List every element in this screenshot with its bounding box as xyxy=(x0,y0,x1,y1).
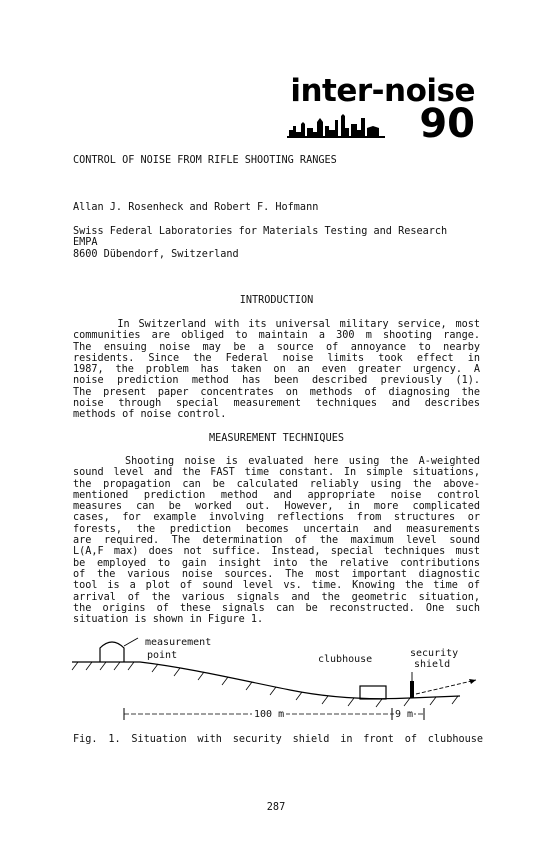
text-line: In Switzerland with its universal military service, most xyxy=(73,319,480,330)
measurement-paragraph xyxy=(73,456,480,625)
intro-paragraph xyxy=(73,319,480,421)
label-point: point xyxy=(147,650,178,661)
text-line: noise prediction method has been described previously (1). xyxy=(73,375,480,387)
text-line: sound level and the FAST time constant. In simple situations, xyxy=(73,467,480,479)
label-security: security xyxy=(410,648,459,659)
text-line: mentioned prediction method and appropriate noise control xyxy=(73,489,480,501)
dimension-9m: 9 m xyxy=(395,709,414,720)
text-line: tool is a plot of sound level vs. time. Knowing the time of xyxy=(73,580,480,592)
affiliation xyxy=(73,226,447,260)
conference-logo xyxy=(285,73,475,147)
text-line: situation is shown in Figure 1. xyxy=(73,614,264,626)
text-line: the propagation can be calculated reliably using the above- xyxy=(73,478,480,490)
affiliation-line: 8600 Dübendorf, Switzerland xyxy=(73,248,239,260)
text-line: communities are obliged to maintain a 300 m shooting range. xyxy=(73,330,480,342)
text-line: noise through special measurement techniques and describes xyxy=(73,398,480,410)
text-line: The ensuing noise may be a source of annoyance to nearby xyxy=(73,341,480,353)
skyline-silhouette-icon xyxy=(287,112,385,138)
text-line: 1987, the problem has taken on an even greater urgency. A xyxy=(73,364,480,376)
affiliation-line: EMPA xyxy=(73,237,98,249)
affiliation-line: Swiss Federal Laboratories for Materials Testing and Research xyxy=(73,226,448,237)
paper-title: CONTROL OF NOISE FROM RIFLE SHOOTING RANGES xyxy=(73,155,337,166)
label-clubhouse: clubhouse xyxy=(318,654,373,665)
text-line: be employed to gain insight into the relative contributions xyxy=(73,557,480,569)
section-heading-introduction: INTRODUCTION xyxy=(239,295,314,306)
text-line: L(A,F max) does not suffice. Instead, special techniques must xyxy=(73,546,480,558)
text-line: of the various noise sources. The most important diagnostic xyxy=(73,568,480,580)
text-line: the origins of these signals can be reconstructed. One such xyxy=(73,602,480,614)
text-line: arrival of the various signals and the geometric situation, xyxy=(73,591,480,603)
text-line: residents. Since the Federal noise limits took effect in xyxy=(73,352,480,364)
label-shield: shield xyxy=(414,659,451,670)
figure-1 xyxy=(70,634,490,724)
figure-caption: Fig. 1. Situation with security shield in front of clubhouse xyxy=(73,734,483,745)
dimension-100m: 100 m xyxy=(254,709,285,720)
text-line: are required. The determination of the maximum level sound xyxy=(73,535,480,547)
page-number: 287 xyxy=(266,802,286,813)
logo-year: 90 xyxy=(419,101,475,147)
text-line: methods of noise control. xyxy=(73,409,227,421)
text-line: The present paper concentrates on methods of diagnosing the xyxy=(73,386,480,398)
logo-brand: inter-noise xyxy=(290,73,475,109)
text-line: forests, the prediction becomes uncertain and measurements xyxy=(73,523,480,535)
author-list: Allan J. Rosenheck and Robert F. Hofmann xyxy=(73,202,319,213)
label-measurement: measurement xyxy=(145,637,212,648)
text-line: cases, for example involving reflections from structures or xyxy=(73,512,480,524)
text-line: Shooting noise is evaluated here using the A-weighted xyxy=(73,456,480,467)
text-line: measures can be worked out. However, in more complicated xyxy=(73,501,480,513)
section-heading-measurement: MEASUREMENT TECHNIQUES xyxy=(209,433,344,444)
